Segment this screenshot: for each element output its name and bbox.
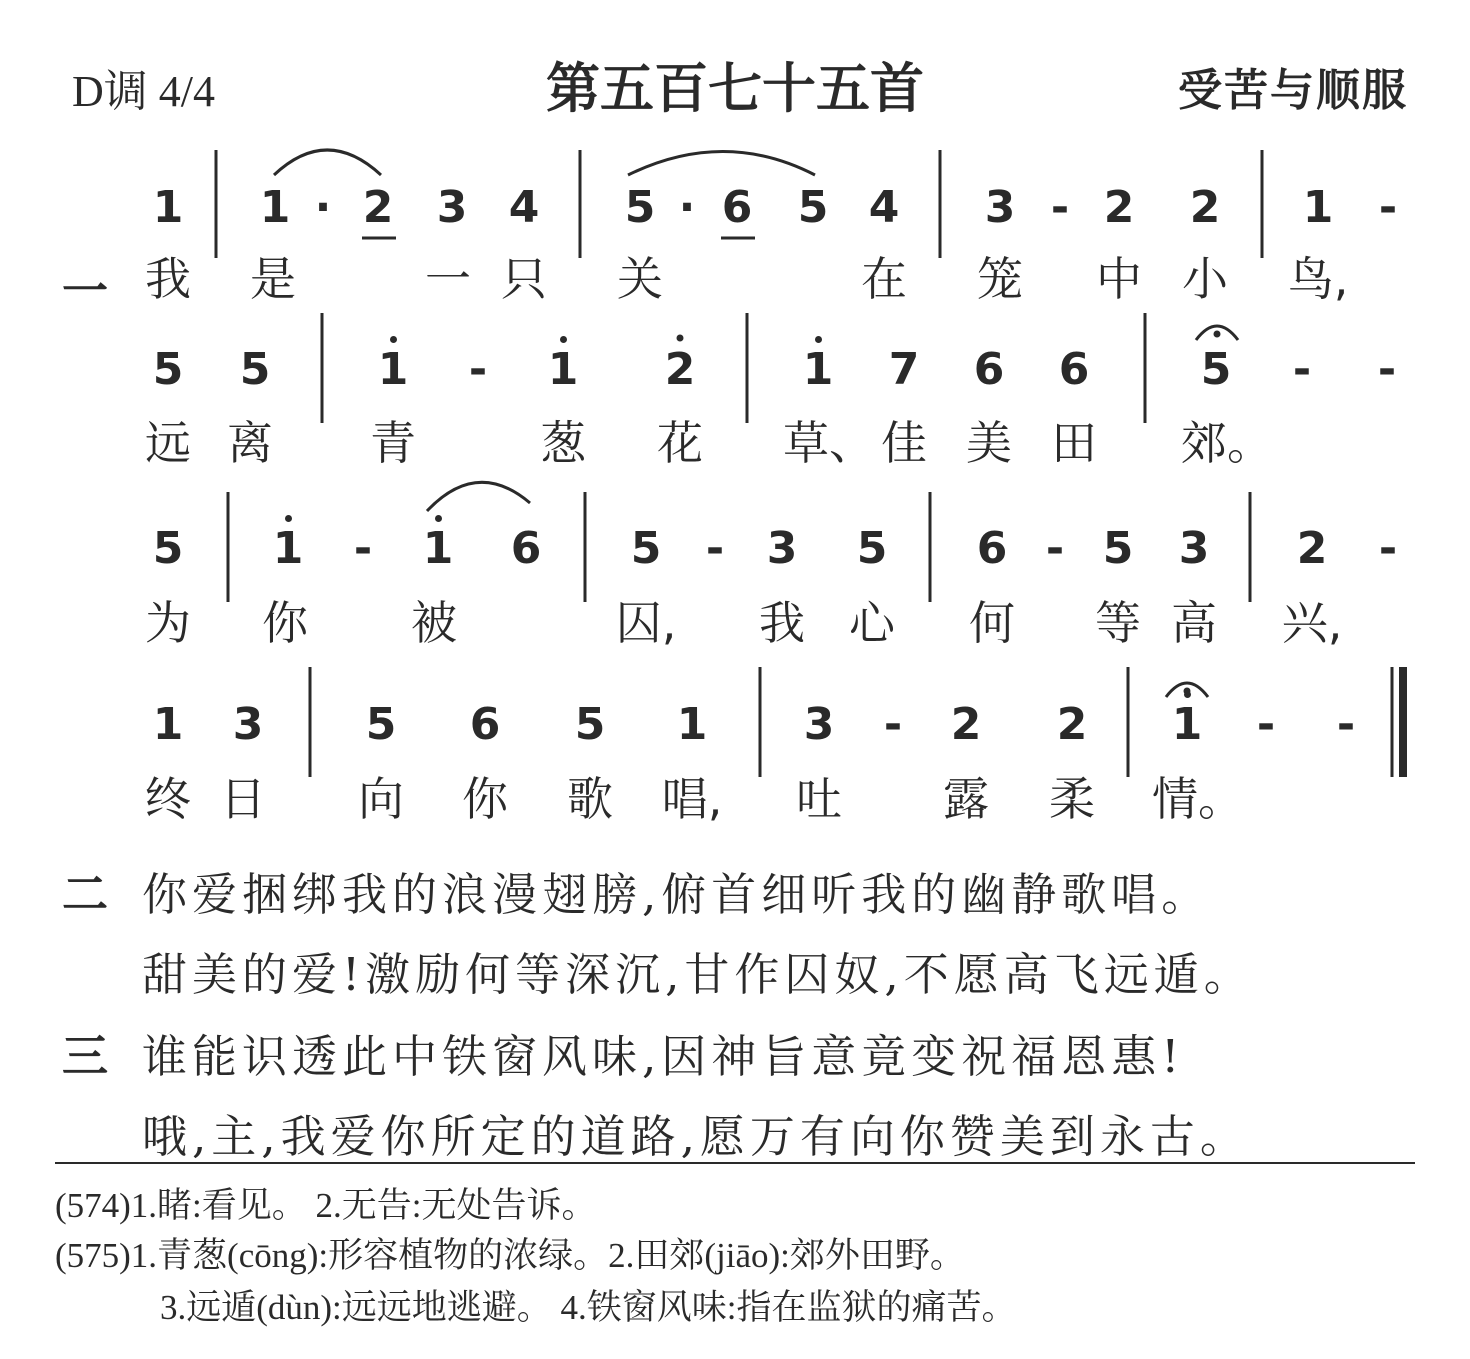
lyric-char: 草、 <box>783 416 875 470</box>
slur <box>427 482 530 511</box>
note: 2 <box>362 182 394 233</box>
lyric-char: 心 <box>849 596 895 650</box>
octave-dot <box>677 335 684 342</box>
footnote-575-a: (575)1.青葱(cōng):形容植物的浓绿。2.田郊(jiāo):郊外田野。 <box>55 1236 965 1275</box>
lyric-char: 佳 <box>881 416 927 470</box>
lyric-char: 高 <box>1171 596 1217 650</box>
note-dash: - <box>1292 344 1312 395</box>
note: 1 <box>802 344 834 395</box>
lyric-char: 情。 <box>1152 772 1244 826</box>
note: 2 <box>1189 182 1221 233</box>
lyric-char: 笼 <box>977 252 1023 306</box>
note: 6 <box>469 699 501 750</box>
note: 2 <box>1056 699 1088 750</box>
lyric-char: 我 <box>145 252 191 306</box>
key-time-signature: D调 4/4 <box>72 67 215 116</box>
note: 1 <box>259 182 291 233</box>
lyric-char: 柔 <box>1049 772 1095 826</box>
lyric-char: 关 <box>617 252 663 306</box>
hymn-theme: 受苦与顺服 <box>1178 65 1408 116</box>
lyric-char: 在 <box>861 252 907 306</box>
note: 1 <box>152 699 184 750</box>
note: 1 <box>152 182 184 233</box>
note: 3 <box>803 699 835 750</box>
lyric-char: 日 <box>220 772 266 826</box>
note-dash: - <box>1378 523 1398 574</box>
lyric-char: 向 <box>358 772 404 826</box>
note: 3 <box>1178 523 1210 574</box>
lyric-char: 终 <box>145 772 191 826</box>
verse-3-line-1: 谁能识透此中铁窗风味,因神旨意竟变祝福恩惠! <box>142 1030 1185 1083</box>
note: 5 <box>1200 344 1232 395</box>
note: 1 <box>1302 182 1334 233</box>
verse-2-number: 二 <box>62 867 108 921</box>
lyric-char: 鸟, <box>1287 252 1349 306</box>
note: 2 <box>950 699 982 750</box>
lyric-char: 吐 <box>796 772 842 826</box>
lyric-char: 远 <box>145 416 191 470</box>
note: 7 <box>888 344 920 395</box>
fermata-dot <box>1214 331 1221 338</box>
dot-augmentation: · <box>314 182 332 233</box>
note: 4 <box>508 182 540 233</box>
note-dash: - <box>1256 699 1276 750</box>
verse-3-line-2: 哦,主,我爱你所定的道路,愿万有向你赞美到永古。 <box>142 1110 1250 1163</box>
footnote-574: (574)1.睹:看见。 2.无告:无处告诉。 <box>55 1186 597 1225</box>
note: 6 <box>1058 344 1090 395</box>
note-dash: - <box>353 523 373 574</box>
lyric-char: 是 <box>250 252 296 306</box>
note: 3 <box>984 182 1016 233</box>
lyric-char: 你 <box>462 772 508 826</box>
lyric-char: 小 <box>1182 252 1228 306</box>
lyric-char: 囚, <box>615 596 677 650</box>
lyric-char: 被 <box>411 596 457 650</box>
lyric-char: 青 <box>370 416 416 470</box>
lyric-char: 花 <box>657 416 703 470</box>
note-dash: - <box>1377 344 1397 395</box>
note: 1 <box>422 523 454 574</box>
verse-2-line-2: 甜美的爱!激励何等深沉,甘作囚奴,不愿高飞远遁。 <box>142 948 1254 1001</box>
note-dash: - <box>705 523 725 574</box>
verse-2-line-1: 你爱捆绑我的浪漫翅膀,俯首细听我的幽静歌唱。 <box>142 868 1212 921</box>
note: 5 <box>797 182 829 233</box>
lyric-char: 中 <box>1096 252 1142 306</box>
footnote-575-b: 3.远遁(dùn):远远地逃避。 4.铁窗风味:指在监狱的痛苦。 <box>160 1288 1017 1327</box>
verse-3-number: 三 <box>62 1029 108 1083</box>
note: 5 <box>624 182 656 233</box>
note: 3 <box>436 182 468 233</box>
note: 5 <box>152 523 184 574</box>
note: 5 <box>630 523 662 574</box>
lyric-char: 只 <box>501 252 547 306</box>
lyric-char: 田 <box>1051 416 1097 470</box>
lyric-char: 美 <box>966 416 1012 470</box>
note: 5 <box>1102 523 1134 574</box>
note: 3 <box>766 523 798 574</box>
lyric-char: 兴, <box>1281 596 1343 650</box>
lyric-char: 一 <box>425 252 471 306</box>
note-dash: - <box>883 699 903 750</box>
lyric-char: 等 <box>1095 596 1141 650</box>
note-dash: - <box>1050 182 1070 233</box>
note: 6 <box>510 523 542 574</box>
lyric-char: 我 <box>759 596 805 650</box>
note: 1 <box>1171 699 1203 750</box>
lyric-char: 何 <box>969 596 1015 650</box>
note-dash: - <box>1336 699 1356 750</box>
note: 1 <box>377 344 409 395</box>
note: 1 <box>547 344 579 395</box>
lyric-char: 露 <box>943 772 989 826</box>
note: 6 <box>721 182 753 233</box>
fermata-dot <box>1184 688 1191 695</box>
note: 4 <box>868 182 900 233</box>
lyric-char: 离 <box>227 416 273 470</box>
note: 2 <box>1296 523 1328 574</box>
final-barline-thick <box>1399 667 1407 777</box>
lyric-char: 歌 <box>567 772 613 826</box>
note: 5 <box>365 699 397 750</box>
lyric-char: 唱, <box>661 772 723 826</box>
dot-augmentation: · <box>678 182 696 233</box>
lyric-char: 为 <box>145 596 191 650</box>
note: 5 <box>574 699 606 750</box>
lyric-char: 你 <box>262 596 308 650</box>
note: 6 <box>976 523 1008 574</box>
note: 3 <box>232 699 264 750</box>
note: 5 <box>152 344 184 395</box>
note: 5 <box>239 344 271 395</box>
note-dash: - <box>468 344 488 395</box>
hymn-title: 第五百七十五首 <box>546 57 924 120</box>
verse-1-number: 一 <box>62 264 108 318</box>
lyric-char: 郊。 <box>1181 416 1273 470</box>
note: 2 <box>664 344 696 395</box>
lyric-char: 葱 <box>540 416 586 470</box>
note-dash: - <box>1378 182 1398 233</box>
note: 1 <box>676 699 708 750</box>
slur <box>274 150 381 175</box>
note-dash: - <box>1045 523 1065 574</box>
note: 1 <box>272 523 304 574</box>
note: 6 <box>973 344 1005 395</box>
slur <box>628 152 815 176</box>
note: 5 <box>856 523 888 574</box>
note: 2 <box>1103 182 1135 233</box>
